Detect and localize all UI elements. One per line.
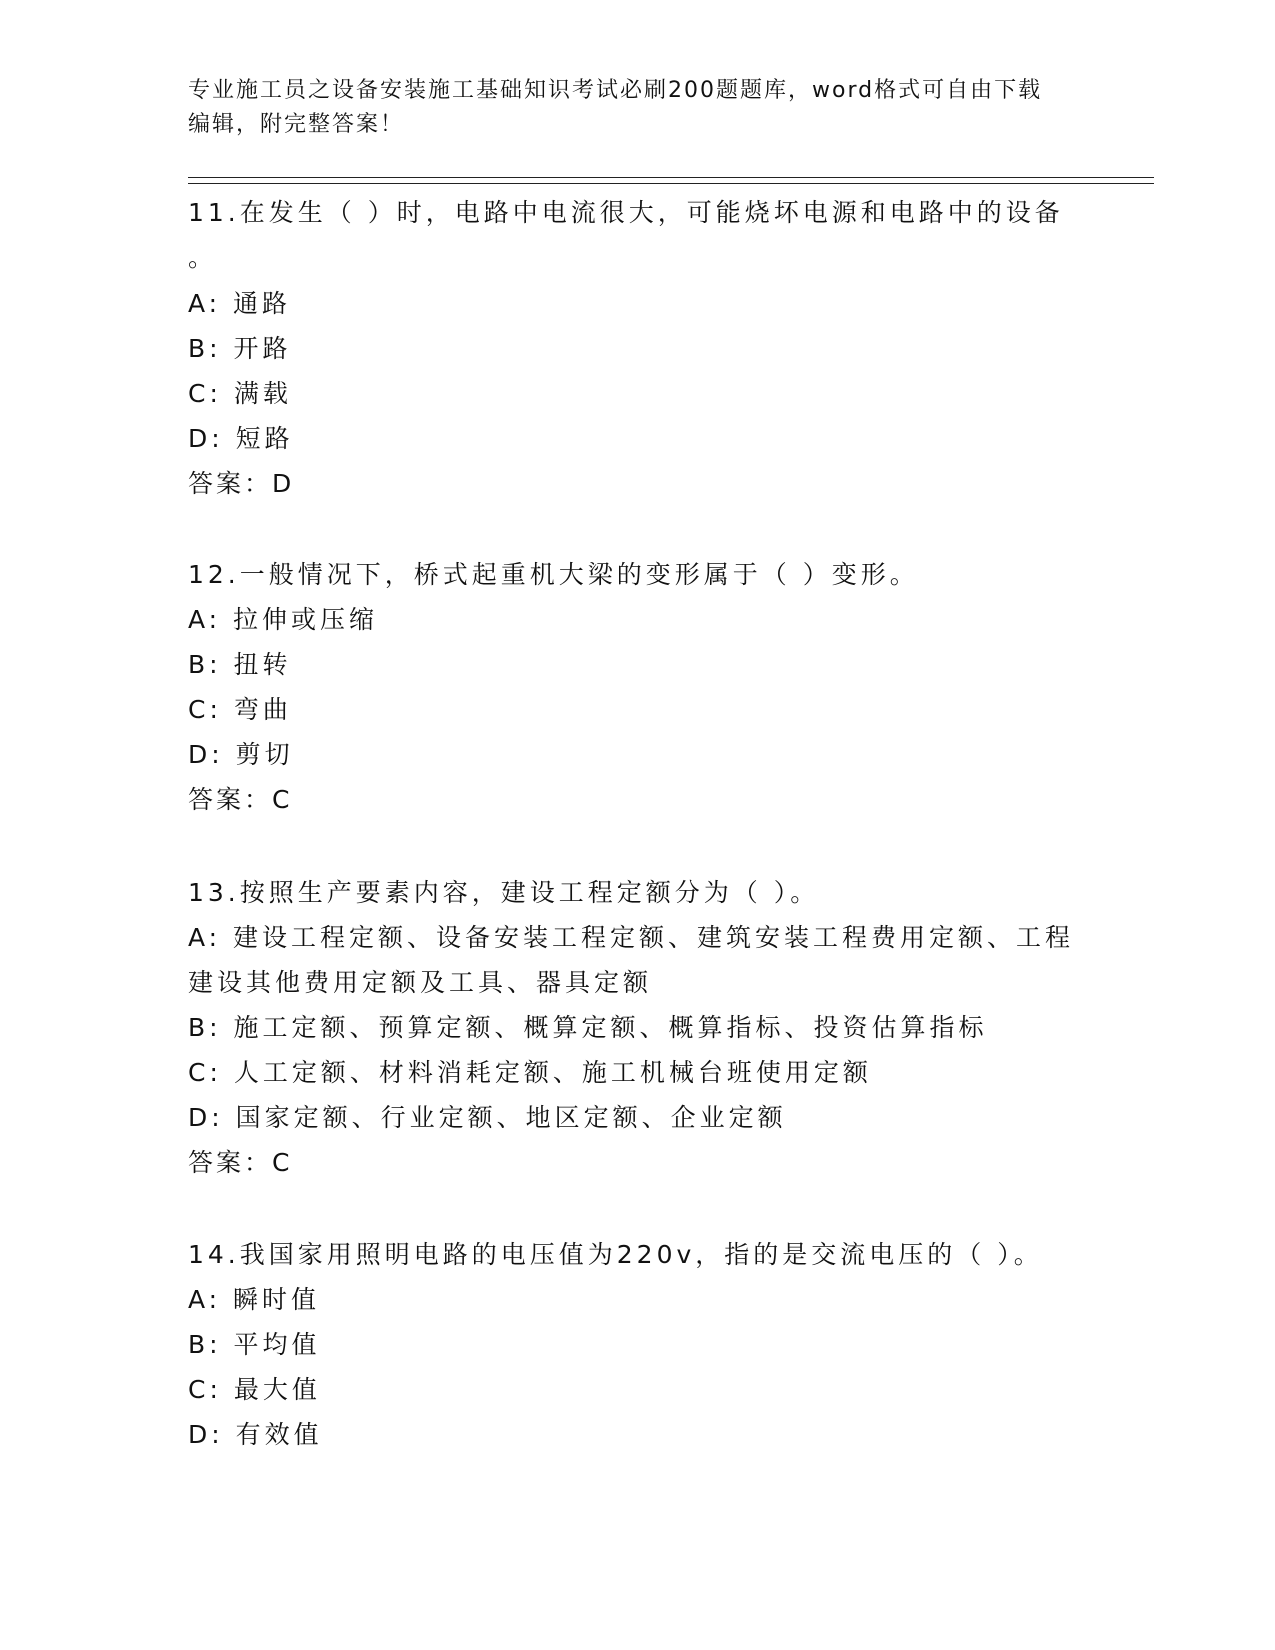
option-c: C: 满载 xyxy=(188,379,292,408)
answer: 答案：C xyxy=(188,785,293,814)
option-b: B: 平均值 xyxy=(188,1330,321,1359)
option-d: D: 短路 xyxy=(188,424,294,453)
question-stem: 12.一般情况下，桥式起重机大梁的变形属于（ ）变形。 xyxy=(188,560,919,589)
header-divider-top xyxy=(188,177,1154,178)
option-b: B: 开路 xyxy=(188,334,292,363)
header-line-1: 专业施工员之设备安装施工基础知识考试必刷200题题库，word格式可自由下载 xyxy=(188,78,1043,103)
header-divider-bottom xyxy=(188,183,1154,184)
question-13 xyxy=(188,870,1088,1185)
option-a: A: 瞬时值 xyxy=(188,1285,321,1314)
option-b: B: 施工定额、预算定额、概算定额、概算指标、投资估算指标 xyxy=(188,1013,988,1042)
question-stem: 11.在发生（ ）时，电路中电流很大，可能烧坏电源和电路中的设备 xyxy=(188,198,1064,227)
option-a: A: 建设工程定额、设备安装工程定额、建筑安装工程费用定额、工程 xyxy=(188,923,1075,952)
option-d: D: 国家定额、行业定额、地区定额、企业定额 xyxy=(188,1103,787,1132)
option-d: D: 有效值 xyxy=(188,1420,323,1449)
option-a-continuation: 建设其他费用定额及工具、器具定额 xyxy=(188,968,653,997)
option-c: C: 最大值 xyxy=(188,1375,321,1404)
header-line-2: 编辑，附完整答案！ xyxy=(188,112,405,137)
option-c: C: 人工定额、材料消耗定额、施工机械台班使用定额 xyxy=(188,1058,872,1087)
option-a: A: 拉伸或压缩 xyxy=(188,605,379,634)
question-11 xyxy=(188,190,1088,506)
question-14 xyxy=(188,1232,1088,1457)
answer: 答案：C xyxy=(188,1148,293,1177)
question-stem: 13.按照生产要素内容，建设工程定额分为（ ）。 xyxy=(188,878,820,907)
answer: 答案：D xyxy=(188,469,295,498)
option-a: A: 通路 xyxy=(188,289,292,318)
document-header xyxy=(188,74,1088,142)
option-c: C: 弯曲 xyxy=(188,695,292,724)
question-12 xyxy=(188,552,1088,822)
question-stem-tail: 。 xyxy=(188,243,218,272)
option-d: D: 剪切 xyxy=(188,740,294,769)
option-b: B: 扭转 xyxy=(188,650,292,679)
question-stem: 14.我国家用照明电路的电压值为220v，指的是交流电压的（ ）。 xyxy=(188,1240,1043,1269)
